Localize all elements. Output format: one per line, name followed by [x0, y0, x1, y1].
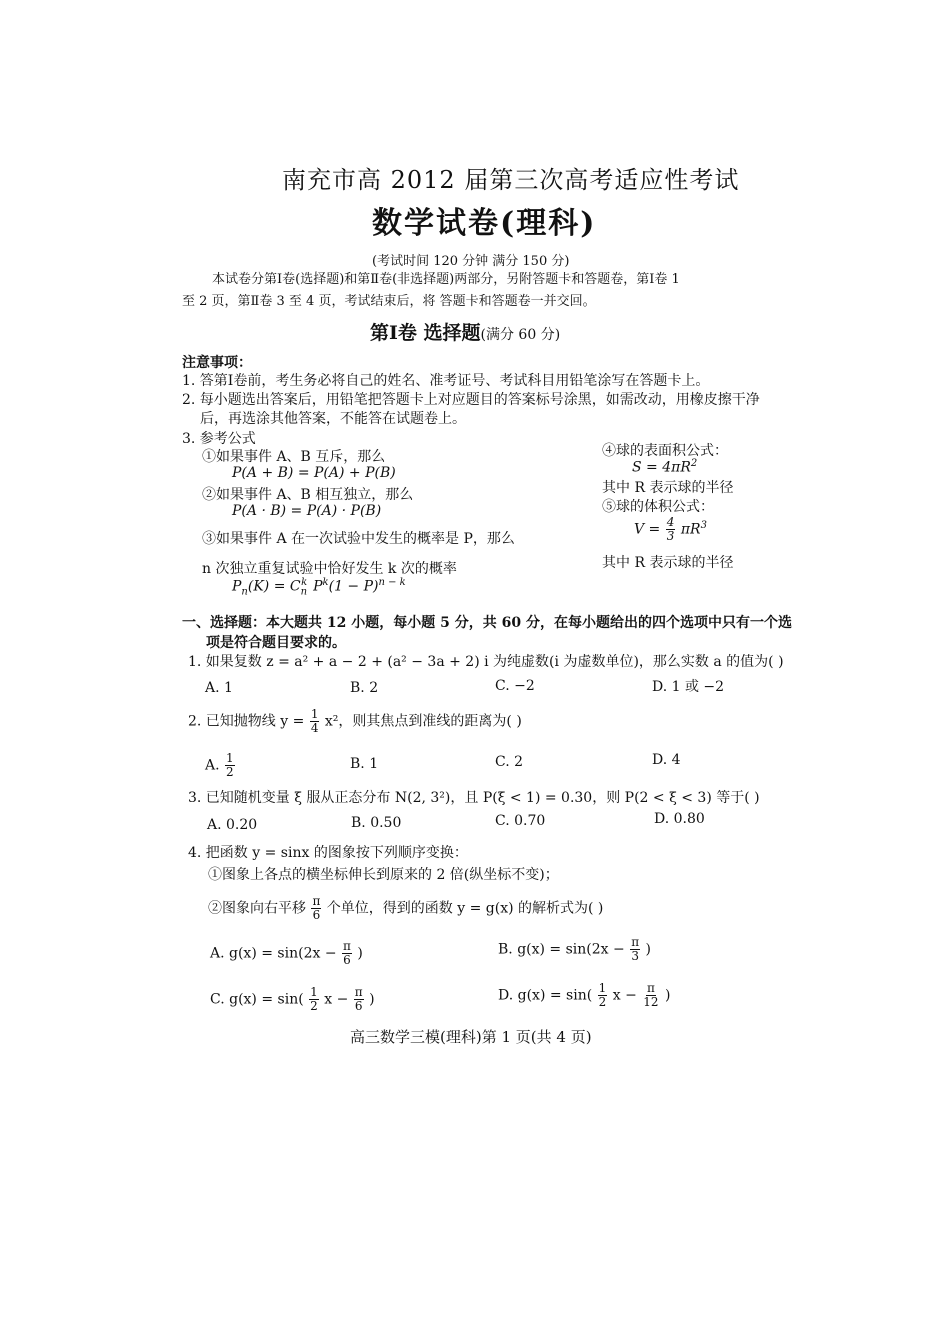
formula-3: $P_n(K) = C_n^k$ $P^k(1 - P)^{n - k}$: [232, 577, 406, 598]
q4-option-c-fraction-2: [354, 986, 364, 1013]
q4-option-c-num: π: [354, 985, 363, 999]
q4-option-c-a: C. g(x) = sin(: [210, 991, 304, 1008]
formula-2-label: ②如果事件 A、B 相互独立，那么: [202, 487, 414, 503]
formula-4-note: 其中 R 表示球的半径: [602, 480, 734, 496]
q1-option-d: D. 1 或 −2: [652, 679, 725, 695]
q4-option-a-fraction: [342, 940, 352, 967]
q4-option-c-n1: 1: [310, 985, 318, 999]
q4-option-a-a: A. g(x) = sin(2x −: [210, 945, 337, 962]
q4-option-a-den: 6: [343, 953, 351, 967]
q4-step-2-a: ②图象向右平移: [208, 900, 306, 917]
formula-5-num: 4: [666, 515, 675, 529]
q4-option-d-num: π: [646, 981, 655, 995]
formula-1-label: ①如果事件 A、B 互斥，那么: [202, 449, 386, 465]
q4-option-d-fraction-2: [642, 982, 659, 1009]
note-3: 3. 参考公式: [182, 431, 256, 447]
q4-option-b-num: π: [631, 935, 640, 949]
q4-step-2: [208, 895, 603, 922]
formula-3-desc: n 次独立重复试验中恰好发生 k 次的概率: [202, 561, 457, 577]
q4-option-c-den: 6: [354, 999, 363, 1013]
note-2a: 2. 每小题选出答案后，用铅笔把答题卡上对应题目的答案标号涂黑，如需改动，用橡皮擦干净: [182, 392, 760, 408]
q4-step-2-den: 6: [312, 908, 321, 922]
q2-option-d: D. 4: [652, 752, 681, 768]
q4-option-c: [210, 986, 375, 1013]
formula-4-label: ④球的表面积公式：: [602, 443, 728, 459]
part1-line1: 一、选择题：本大题共 12 小题，每小题 5 分，共 60 分，在每小题给出的四个选项中只有一个选: [182, 615, 792, 631]
q4-option-b: [498, 936, 651, 963]
formula-5-label: ⑤球的体积公式：: [602, 499, 714, 515]
q2-option-b: B. 1: [350, 756, 379, 772]
formula-4-text: S = 4πR: [632, 459, 691, 476]
formula-3-label: ③如果事件 A 在一次试验中发生的概率是 P，那么: [202, 531, 515, 547]
q4-option-a-num: π: [343, 939, 351, 953]
q2-frac-num: 1: [310, 707, 319, 721]
q4-option-d-b: ): [665, 987, 671, 1004]
exam-info: (考试时间 120 分钟 满分 150 分): [372, 254, 570, 269]
q4-option-a: [210, 940, 363, 967]
q1-option-b: B. 2: [350, 680, 379, 696]
q4-step-2-num: π: [312, 894, 321, 908]
q2-option-a-fraction: [225, 752, 235, 779]
q4-option-c-b: ): [369, 991, 375, 1008]
q2-option-a: [205, 752, 236, 779]
q4-option-c-fraction-1: [309, 986, 319, 1013]
q4-option-c-mid: x −: [324, 991, 349, 1008]
page-footer: 高三数学三模(理科)第 1 页(共 4 页): [350, 1028, 592, 1046]
q4-option-b-fraction: [630, 936, 640, 963]
q1-stem: 1. 如果复数 z = a² + a − 2 + (a² − 3a + 2) i 为纯虚数(i 为虚数单位)，那么实数 a 的值为( ): [188, 654, 784, 670]
q4-step-2-fraction: [311, 895, 321, 922]
q1-option-a: A. 1: [205, 680, 233, 696]
intro-line-1: 本试卷分第Ⅰ卷(选择题)和第Ⅱ卷(非选择题)两部分，另附答题卡和答题卷，第Ⅰ卷 1: [212, 272, 680, 287]
q4-stem: 4. 把函数 y = sinx 的图象按下列顺序变换：: [188, 845, 468, 861]
section-heading-note: (满分 60 分): [480, 327, 561, 343]
q3-stem: 3. 已知随机变量 ξ 服从正态分布 N(2, 3²)，且 P(ξ < 1) = 0.30，则 P(2 < ξ < 3) 等于( ): [188, 790, 760, 806]
note-1: 1. 答第Ⅰ卷前，考生务必将自己的姓名、准考证号、考试科目用铅笔涂写在答题卡上。: [182, 373, 710, 389]
q4-option-b-a: B. g(x) = sin(2x −: [498, 941, 625, 958]
formula-2: P(A · B) = P(A) · P(B): [232, 503, 382, 519]
formula-4: $S = 4\pi R^2$: [632, 458, 698, 476]
q2-stem-b: x²，则其焦点到准线的距离为( ): [324, 713, 522, 730]
section-heading-text: 第Ⅰ卷 选择题: [370, 322, 481, 344]
part1-line2: 项是符合题目要求的。: [206, 635, 346, 651]
notes-title: 注意事项：: [182, 355, 252, 371]
q3-option-c: C. 0.70: [495, 813, 546, 829]
q3-option-d: D. 0.80: [654, 811, 705, 827]
q4-option-c-d1: 2: [310, 999, 318, 1013]
q3-option-b: B. 0.50: [351, 815, 402, 831]
exam-title: 南充市高 2012 届第三次高考适应性考试: [282, 166, 740, 194]
formula-5: V = $\frac{4}{3}$ $\pi R^3$: [634, 515, 707, 543]
q2-stem: [188, 708, 522, 735]
q4-option-d-n1: 1: [598, 981, 607, 995]
intro-line-2: 至 2 页，第Ⅱ卷 3 至 4 页，考试结束后，将 答题卡和答题卷一并交回。: [182, 294, 596, 309]
q2-fraction: [310, 708, 320, 735]
q3-option-a: A. 0.20: [207, 817, 258, 833]
q4-option-b-den: 3: [631, 949, 639, 963]
q4-option-d: [498, 982, 670, 1009]
formula-5-note: 其中 R 表示球的半径: [602, 555, 734, 571]
q4-option-d-fraction-1: [598, 982, 608, 1009]
section-heading: [370, 318, 560, 345]
q2-option-c: C. 2: [495, 754, 524, 770]
formula-5-fraction: [666, 516, 676, 543]
q4-option-d-mid: x −: [612, 987, 637, 1004]
q2-frac-den: 4: [310, 721, 319, 735]
q4-step-2-b: 个单位，得到的函数 y = g(x) 的解析式为( ): [326, 900, 604, 917]
note-2b: 后，再选涂其他答案，不能答在试题卷上。: [200, 411, 466, 427]
q4-option-a-b: ): [357, 945, 363, 962]
q4-option-d-den: 12: [643, 995, 659, 1009]
paper-subtitle: 数学试卷(理科): [372, 206, 597, 241]
q2-stem-a: 2. 已知抛物线 y =: [188, 713, 305, 730]
q4-option-b-b: ): [645, 941, 651, 958]
formula-3-rest: (K) = C: [247, 578, 301, 595]
q2-option-a-num: 1: [226, 751, 234, 765]
formula-5-lhs: V =: [634, 521, 661, 538]
formula-3-lhs: P: [232, 578, 242, 595]
formula-5-rhs: πR: [680, 521, 701, 538]
formula-1: P(A + B) = P(A) + P(B): [232, 465, 396, 481]
formula-5-den: 3: [666, 529, 675, 543]
q2-option-a-den: 2: [226, 765, 234, 779]
q4-step-1: ①图象上各点的横坐标伸长到原来的 2 倍(纵坐标不变)；: [208, 867, 559, 883]
q1-option-c: C. −2: [495, 678, 535, 694]
q4-option-d-a: D. g(x) = sin(: [498, 987, 593, 1004]
q2-option-a-prefix: A.: [205, 757, 220, 774]
q4-option-d-d1: 2: [598, 995, 607, 1009]
